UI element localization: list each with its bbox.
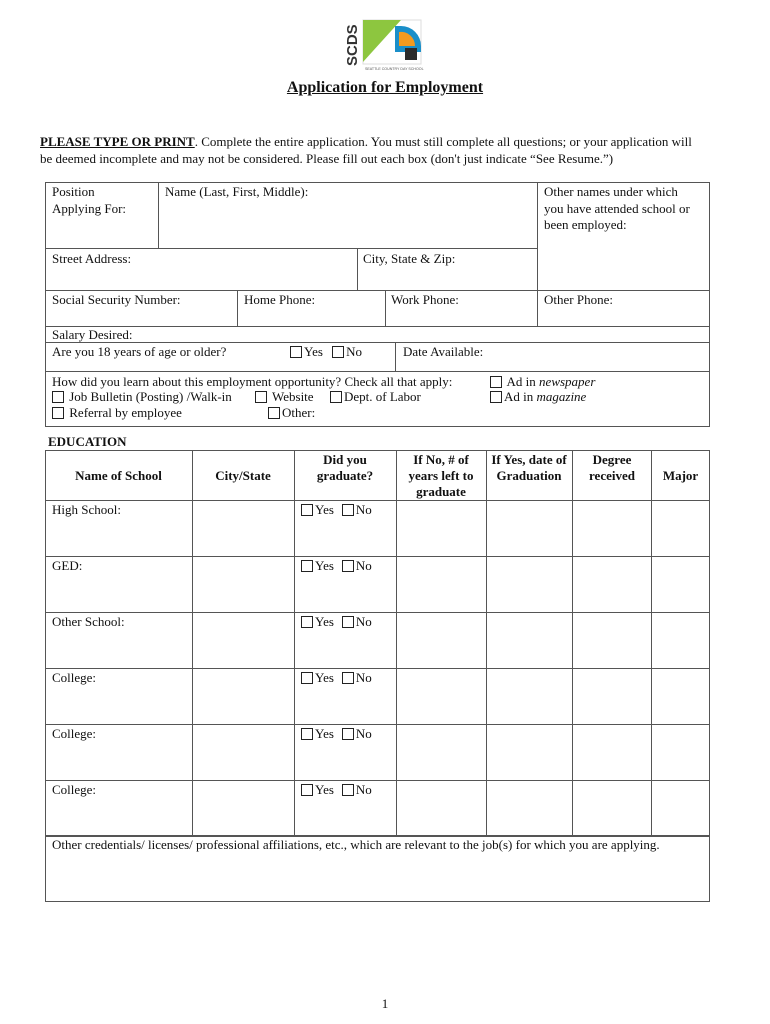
job-bulletin-label: Job Bulletin (Posting) /Walk-in (69, 389, 232, 404)
ad-newspaper-option (490, 374, 595, 390)
ad-newspaper-checkbox[interactable] (490, 376, 502, 388)
graduate-no-checkbox[interactable] (342, 560, 354, 572)
dept-labor-option (330, 389, 421, 405)
header-grad-date: If Yes, date of Graduation (491, 452, 567, 483)
name-input[interactable] (159, 202, 536, 247)
graduate-no-label: No (355, 614, 372, 629)
graduate-no-label: No (355, 558, 372, 573)
education-row-label: Other School: (52, 614, 125, 629)
date-available-label: Date Available: (403, 344, 484, 359)
graduate-no-checkbox[interactable] (342, 728, 354, 740)
referral-checkbox[interactable] (52, 407, 64, 419)
graduate-no-label: No (355, 670, 372, 685)
graduate-no-checkbox[interactable] (342, 784, 354, 796)
education-row-label: College: (52, 782, 97, 797)
referral-label: Referral by employee (69, 405, 182, 420)
graduate-yes-checkbox[interactable] (301, 784, 313, 796)
graduate-yes-label: Yes (315, 782, 334, 797)
page-number: 1 (381, 996, 389, 1011)
other-source-option (268, 405, 315, 421)
graduate-yes-checkbox[interactable] (301, 504, 313, 516)
graduate-yes-checkbox[interactable] (301, 560, 313, 572)
magazine-label: magazine (536, 389, 587, 404)
ad-magazine-option (490, 389, 586, 405)
graduate-options (301, 502, 372, 518)
position-input[interactable] (46, 218, 158, 247)
job-bulletin-checkbox[interactable] (52, 391, 64, 403)
ad-in-label: Ad in (506, 374, 540, 389)
website-checkbox[interactable] (255, 391, 267, 403)
graduate-no-checkbox[interactable] (342, 504, 354, 516)
age-question: Are you 18 years of age or older? (52, 344, 227, 359)
education-row-label: College: (52, 726, 97, 741)
other-names-input[interactable] (538, 236, 709, 289)
graduate-yes-label: Yes (315, 558, 334, 573)
intro-line-1 (40, 134, 692, 150)
graduate-options (301, 670, 372, 686)
other-names-label-2: you have attended school or (544, 201, 690, 216)
graduate-options (301, 614, 372, 630)
ssn-label: Social Security Number: (52, 292, 181, 307)
page-title: Application for Employment (286, 79, 484, 96)
graduate-no-label: No (355, 502, 372, 517)
graduate-yes-label: Yes (315, 726, 334, 741)
logo-text: SCDS (344, 24, 361, 66)
position-label-2: Applying For: (52, 201, 127, 216)
graduate-yes-checkbox[interactable] (301, 672, 313, 684)
ad-magazine-checkbox[interactable] (490, 391, 502, 403)
header-city: City/State (215, 468, 271, 483)
city-label: City, State & Zip: (363, 251, 456, 266)
dept-labor-checkbox[interactable] (330, 391, 342, 403)
age-options (290, 344, 362, 360)
age-no-checkbox[interactable] (332, 346, 344, 358)
age-yes-checkbox[interactable] (290, 346, 302, 358)
intro-lead: PLEASE TYPE OR PRINT (40, 134, 195, 149)
logo-subtext: SEATTLE COUNTRY DAY SCHOOL (365, 67, 424, 71)
graduate-options (301, 782, 372, 798)
education-heading: EDUCATION (48, 434, 127, 449)
header-major: Major (662, 468, 699, 483)
graduate-no-checkbox[interactable] (342, 672, 354, 684)
education-row-label: High School: (52, 502, 121, 517)
graduate-yes-label: Yes (315, 614, 334, 629)
dept-labor-label: Dept. of Labor (344, 389, 421, 404)
age-no-label: No (346, 344, 363, 359)
salary-label: Salary Desired: (52, 327, 133, 342)
work-phone-label: Work Phone: (391, 292, 459, 307)
position-label: Position (52, 184, 95, 199)
city-input[interactable] (358, 268, 536, 289)
graduate-options (301, 726, 372, 742)
job-bulletin-option (52, 389, 232, 405)
home-phone-label: Home Phone: (244, 292, 316, 307)
referral-option (52, 405, 182, 421)
other-source-checkbox[interactable] (268, 407, 280, 419)
intro-line-2: be deemed incomplete and may not be considered. Please fill out each box (don't just indicate “See Resume.”) (40, 151, 614, 166)
education-table (45, 450, 710, 836)
newspaper-label: newspaper (539, 374, 596, 389)
graduate-yes-label: Yes (315, 670, 334, 685)
graduate-options (301, 558, 372, 574)
street-label: Street Address: (52, 251, 132, 266)
intro-text-1: . Complete the entire application. You must still complete all questions; or your application will (194, 134, 692, 149)
learn-question: How did you learn about this employment opportunity? Check all that apply: (52, 374, 453, 389)
name-label: Name (Last, First, Middle): (165, 184, 309, 199)
other-names-label-3: been employed: (544, 217, 627, 232)
graduate-yes-checkbox[interactable] (301, 616, 313, 628)
header-graduate: Did you graduate? (316, 452, 374, 483)
graduate-no-label: No (355, 726, 372, 741)
ad-in-label-2: Ad in (504, 389, 537, 404)
graduate-yes-checkbox[interactable] (301, 728, 313, 740)
other-phone-label: Other Phone: (544, 292, 613, 307)
school-logo (343, 18, 425, 78)
header-degree: Degree received (589, 452, 635, 483)
graduate-yes-label: Yes (315, 502, 334, 517)
age-yes-label: Yes (304, 344, 323, 359)
graduate-no-label: No (355, 782, 372, 797)
header-school: Name of School (75, 468, 162, 483)
education-row-label: College: (52, 670, 97, 685)
website-option (255, 389, 314, 405)
street-input[interactable] (46, 268, 356, 289)
header-years-left: If No, # of years left to graduate (408, 452, 474, 499)
website-label: Website (272, 389, 314, 404)
graduate-no-checkbox[interactable] (342, 616, 354, 628)
credentials-label: Other credentials/ licenses/ professional affiliations, etc., which are relevant to the job(s) for which you are applying. (52, 837, 660, 852)
other-source-label: Other: (282, 405, 316, 420)
other-names-label: Other names under which (544, 184, 678, 199)
education-row-label: GED: (52, 558, 83, 573)
